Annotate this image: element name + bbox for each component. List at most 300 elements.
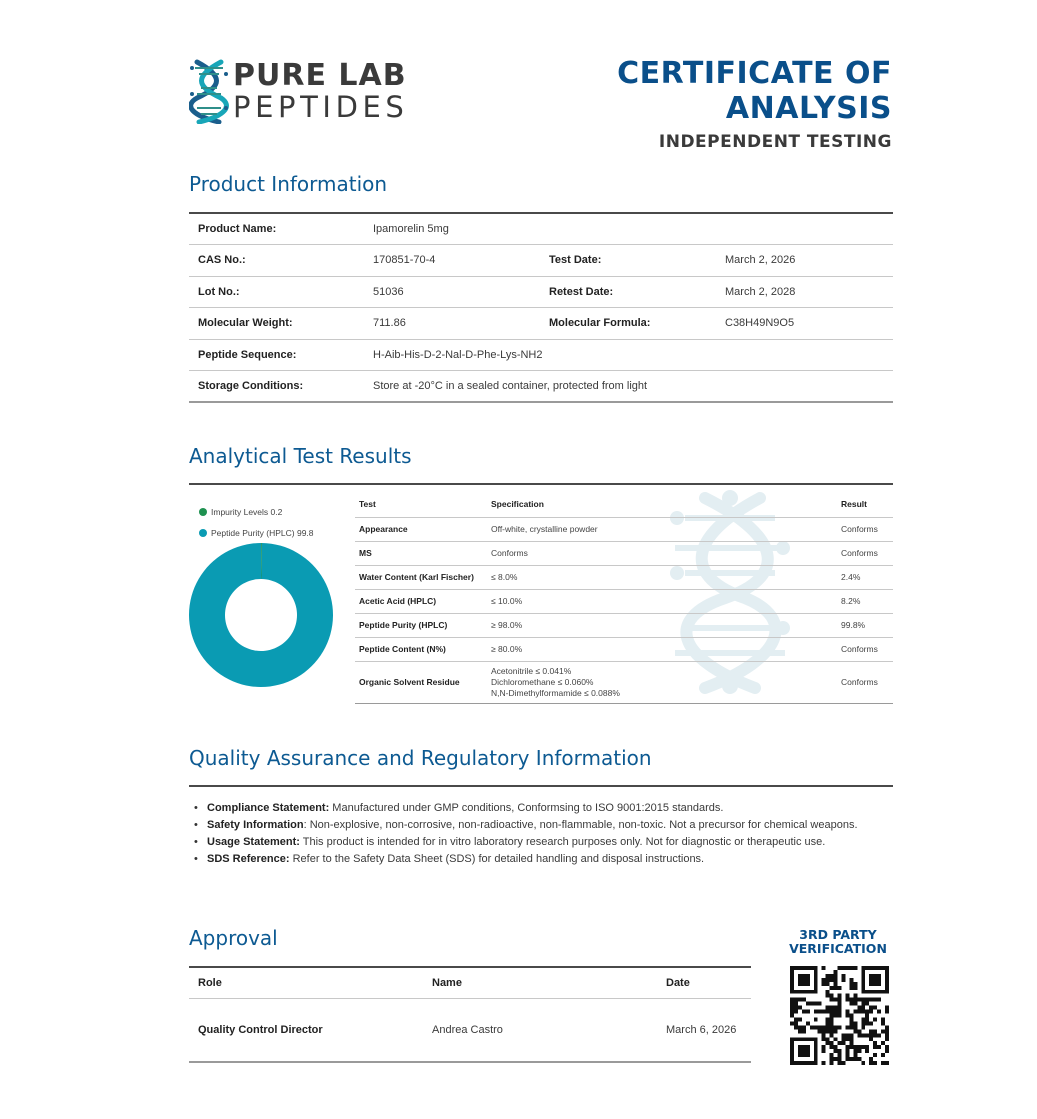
test-name: Appearance <box>355 517 487 541</box>
qr-module <box>822 1029 826 1033</box>
test-date-value: March 2, 2026 <box>716 245 893 277</box>
qr-module <box>830 1006 834 1010</box>
qr-module <box>834 1010 838 1014</box>
qr-module <box>798 1006 802 1010</box>
qr-module <box>865 1017 869 1021</box>
qr-module <box>838 1002 842 1006</box>
qr-module <box>834 978 838 982</box>
qr-module <box>826 1017 830 1021</box>
qr-finder-pattern <box>798 974 810 986</box>
approval-heading: Approval <box>189 926 278 950</box>
qr-module <box>838 1053 842 1057</box>
qr-module <box>873 1045 877 1049</box>
legend-item-impurity <box>199 501 314 522</box>
qr-module <box>841 1061 845 1065</box>
table-row <box>355 517 893 541</box>
qr-module <box>857 1006 861 1010</box>
qr-module <box>861 1006 865 1010</box>
product-info-heading: Product Information <box>189 172 388 196</box>
qr-module <box>885 1045 889 1049</box>
qr-module <box>818 1029 822 1033</box>
test-name: Acetic Acid (HPLC) <box>355 589 487 613</box>
qr-finder-pattern <box>798 1045 810 1057</box>
test-result: Conforms <box>837 661 893 703</box>
verification-label <box>776 928 900 956</box>
qr-module <box>834 1037 838 1041</box>
qr-module <box>818 1025 822 1029</box>
qr-module <box>849 1014 853 1018</box>
qr-module <box>830 1029 834 1033</box>
cas-label: CAS No.: <box>189 245 364 277</box>
qr-module <box>853 1029 857 1033</box>
list-item <box>207 834 907 851</box>
qr-module <box>857 1033 861 1037</box>
qr-module <box>802 1010 806 1014</box>
qr-module <box>853 998 857 1002</box>
qr-module <box>798 1025 802 1029</box>
molecular-formula-value: C38H49N9O5 <box>716 308 893 340</box>
qr-module <box>838 1061 842 1065</box>
qr-module <box>853 994 857 998</box>
qr-module <box>830 986 834 990</box>
dna-logo-icon <box>189 58 229 124</box>
test-result: Conforms <box>837 637 893 661</box>
approval-date: March 6, 2026 <box>666 1023 737 1036</box>
qr-module <box>849 1017 853 1021</box>
table-row <box>355 637 893 661</box>
qr-module <box>877 998 881 1002</box>
qr-module <box>794 1017 798 1021</box>
qr-module <box>845 966 849 970</box>
qr-module <box>869 998 873 1002</box>
qr-module <box>885 1033 889 1037</box>
retest-date-label: Retest Date: <box>540 276 716 308</box>
column-header-role: Role <box>189 967 423 998</box>
qr-module <box>830 1061 834 1065</box>
test-result: Conforms <box>837 517 893 541</box>
qr-module <box>857 1045 861 1049</box>
qr-module <box>881 1053 885 1057</box>
qr-module <box>853 986 857 990</box>
qr-module <box>830 1025 834 1029</box>
qr-module <box>877 1045 881 1049</box>
qr-module <box>865 1045 869 1049</box>
qr-module <box>790 998 794 1002</box>
qr-module <box>826 974 830 978</box>
analytical-results-table <box>355 491 893 704</box>
qr-module <box>873 1033 877 1037</box>
qr-module <box>885 1006 889 1010</box>
qr-module <box>841 1037 845 1041</box>
qr-module <box>861 1010 865 1014</box>
qr-module <box>849 978 853 982</box>
qr-module <box>865 1014 869 1018</box>
approver-name: Andrea Castro <box>432 1023 503 1036</box>
qr-module <box>830 998 834 1002</box>
qr-module <box>834 1014 838 1018</box>
approver-role: Quality Control Director <box>198 1023 323 1036</box>
qr-module <box>885 1029 889 1033</box>
test-result: 8.2% <box>837 589 893 613</box>
cert-subtitle: INDEPENDENT TESTING <box>658 132 892 152</box>
test-name: Peptide Purity (HPLC) <box>355 613 487 637</box>
qr-module <box>881 1017 885 1021</box>
qr-module <box>849 1057 853 1061</box>
qa-item-label: Compliance Statement: <box>207 802 330 814</box>
test-spec: ≤ 10.0% <box>487 589 837 613</box>
qr-module <box>849 966 853 970</box>
qr-module <box>834 998 838 1002</box>
qr-module <box>830 1057 834 1061</box>
qr-module <box>822 1045 826 1049</box>
qr-module <box>822 1010 826 1014</box>
qr-module <box>873 998 877 1002</box>
donut-slice-peptide-purity-hplc <box>189 543 333 687</box>
qr-module <box>834 1057 838 1061</box>
qr-module <box>834 1049 838 1053</box>
qr-module <box>861 1061 865 1065</box>
column-header-name: Name <box>423 967 657 998</box>
qr-module <box>845 1014 849 1018</box>
qr-module <box>853 1049 857 1053</box>
qr-module <box>814 1025 818 1029</box>
column-header-specification: Specification <box>487 491 837 517</box>
table-row <box>189 213 893 245</box>
qr-module <box>877 1010 881 1014</box>
qr-module <box>826 1021 830 1025</box>
qr-module <box>853 1010 857 1014</box>
qr-module <box>790 1006 794 1010</box>
approval-table <box>189 966 751 1063</box>
qr-module <box>794 1002 798 1006</box>
qr-module <box>845 1057 849 1061</box>
column-header-date: Date <box>657 967 751 998</box>
qr-module <box>826 990 830 994</box>
cert-title-line2: ANALYSIS <box>725 91 892 126</box>
qr-module <box>838 1057 842 1061</box>
qr-module <box>853 1053 857 1057</box>
qr-module <box>818 1002 822 1006</box>
qr-module <box>822 1033 826 1037</box>
qr-module <box>790 1010 794 1014</box>
qr-module <box>826 982 830 986</box>
qr-module <box>806 1010 810 1014</box>
qr-module <box>865 1002 869 1006</box>
cert-title-line1: CERTIFICATE OF <box>617 56 892 91</box>
qr-module <box>834 970 838 974</box>
qr-module <box>830 1014 834 1018</box>
qr-module <box>853 1021 857 1025</box>
qr-module <box>830 1045 834 1049</box>
purity-donut-chart <box>189 543 333 687</box>
table-row <box>189 308 893 340</box>
test-spec <box>487 661 837 703</box>
qa-item-text: Refer to the Safety Data Sheet (SDS) for detailed handling and disposal instructions. <box>289 853 705 865</box>
peptide-sequence-label: Peptide Sequence: <box>189 339 364 371</box>
test-spec: Conforms <box>487 541 837 565</box>
qr-module <box>873 1029 877 1033</box>
section-divider <box>189 785 893 787</box>
qr-module <box>806 1021 810 1025</box>
qr-module <box>814 1010 818 1014</box>
qr-module <box>838 1014 842 1018</box>
qr-module <box>873 1017 877 1021</box>
product-info-table <box>189 212 893 403</box>
qr-module <box>849 1021 853 1025</box>
list-item <box>207 800 907 817</box>
product-name-value: Ipamorelin 5mg <box>364 213 893 245</box>
qr-module <box>853 1045 857 1049</box>
qr-module <box>838 986 842 990</box>
test-spec: ≤ 8.0% <box>487 565 837 589</box>
qr-module <box>794 998 798 1002</box>
qr-module <box>841 1033 845 1037</box>
table-header-row <box>189 967 751 998</box>
qa-item-text: : Non-explosive, non-corrosive, non-radioactive, non-flammable, non-toxic. Not a precursor for chemical weapons. <box>303 819 858 831</box>
qr-module <box>822 1037 826 1041</box>
qr-module <box>826 1010 830 1014</box>
qr-module <box>869 1029 873 1033</box>
test-name: MS <box>355 541 487 565</box>
qr-module <box>830 1041 834 1045</box>
qr-module <box>826 1029 830 1033</box>
test-name: Organic Solvent Residue <box>355 661 487 703</box>
legend-swatch-purity <box>199 529 207 537</box>
qr-module <box>885 1037 889 1041</box>
qr-module <box>869 1010 873 1014</box>
legend-label-impurity: Impurity Levels 0.2 <box>211 506 283 517</box>
qr-module <box>830 994 834 998</box>
cas-value: 170851-70-4 <box>364 245 540 277</box>
qr-module <box>849 1045 853 1049</box>
logo-wordmark-top: PURE LAB <box>233 57 407 93</box>
qr-module <box>853 1057 857 1061</box>
table-row <box>189 371 893 403</box>
list-item <box>207 851 907 868</box>
qr-module <box>873 1041 877 1045</box>
qa-item-label: Safety Information <box>207 819 304 831</box>
table-row <box>355 589 893 613</box>
qr-module <box>869 1037 873 1041</box>
qr-module <box>885 1049 889 1053</box>
qr-module <box>865 1010 869 1014</box>
qr-module <box>838 1010 842 1014</box>
qr-module <box>873 1006 877 1010</box>
qr-module <box>826 994 830 998</box>
qr-module <box>873 1053 877 1057</box>
test-result: 99.8% <box>837 613 893 637</box>
test-result: Conforms <box>837 541 893 565</box>
table-row <box>189 276 893 308</box>
qr-module <box>861 1002 865 1006</box>
legend-swatch-impurity <box>199 508 207 516</box>
qr-module <box>834 982 838 986</box>
test-date-label: Test Date: <box>540 245 716 277</box>
qr-module <box>861 1025 865 1029</box>
verification-line1: 3RD PARTY <box>799 927 877 942</box>
qr-module <box>834 1025 838 1029</box>
qr-module <box>834 1006 838 1010</box>
qr-module <box>830 1053 834 1057</box>
test-name: Water Content (Karl Fischer) <box>355 565 487 589</box>
qr-module <box>841 1041 845 1045</box>
qr-module <box>845 998 849 1002</box>
qr-module <box>841 966 845 970</box>
qr-module <box>802 998 806 1002</box>
list-item <box>207 817 877 834</box>
test-name: Peptide Content (N%) <box>355 637 487 661</box>
qr-module <box>881 1061 885 1065</box>
qr-module <box>794 1021 798 1025</box>
logo-wordmark-bottom: PEPTIDES <box>233 89 409 124</box>
qr-module <box>810 1002 814 1006</box>
lot-value: 51036 <box>364 276 540 308</box>
table-row <box>189 339 893 371</box>
qr-module <box>798 1029 802 1033</box>
certificate-title <box>617 56 892 152</box>
legend-label-purity: Peptide Purity (HPLC) 99.8 <box>211 527 314 538</box>
qr-module <box>869 1061 873 1065</box>
verification-line2: VERIFICATION <box>789 941 887 956</box>
qr-module <box>838 1025 842 1029</box>
solvent-spec-line: Dichloromethane ≤ 0.060% <box>491 676 594 687</box>
qr-module <box>838 1006 842 1010</box>
qr-module <box>865 1021 869 1025</box>
qr-module <box>822 1025 826 1029</box>
table-row <box>355 541 893 565</box>
test-spec: ≥ 80.0% <box>487 637 837 661</box>
qr-module <box>869 1057 873 1061</box>
column-header-test: Test <box>355 491 487 517</box>
qr-module <box>834 1029 838 1033</box>
qr-module <box>790 1021 794 1025</box>
qr-module <box>806 1002 810 1006</box>
qr-module <box>849 998 853 1002</box>
retest-date-value: March 2, 2028 <box>716 276 893 308</box>
qr-module <box>869 1021 873 1025</box>
qr-module <box>881 1041 885 1045</box>
qr-module <box>794 1006 798 1010</box>
qr-module <box>853 1025 857 1029</box>
qr-module <box>814 1002 818 1006</box>
qr-module <box>849 1041 853 1045</box>
qr-module <box>845 1045 849 1049</box>
qr-module <box>857 1029 861 1033</box>
solvent-spec-line: N,N-Dimethylformamide ≤ 0.088% <box>491 687 620 698</box>
qr-module <box>849 1037 853 1041</box>
qr-module <box>830 1017 834 1021</box>
legend-item-purity <box>199 522 314 543</box>
qa-item-label: Usage Statement: <box>207 836 300 848</box>
qr-module <box>826 1006 830 1010</box>
qr-module <box>885 1025 889 1029</box>
table-row <box>189 998 751 1062</box>
qr-module <box>857 998 861 1002</box>
qr-module <box>857 1057 861 1061</box>
qr-module <box>873 1061 877 1065</box>
qr-module <box>857 1049 861 1053</box>
qr-module <box>861 1021 865 1025</box>
qr-module <box>790 1014 794 1018</box>
lot-label: Lot No.: <box>189 276 364 308</box>
test-result: 2.4% <box>837 565 893 589</box>
qr-module <box>849 986 853 990</box>
peptide-sequence-value: H-Aib-His-D-2-Nal-D-Phe-Lys-NH2 <box>364 339 893 371</box>
qr-module <box>798 998 802 1002</box>
qa-item-label: SDS Reference: <box>207 853 290 865</box>
chart-legend <box>199 501 314 543</box>
section-divider <box>189 483 893 485</box>
molecular-weight-value: 711.86 <box>364 308 540 340</box>
qr-module <box>865 1033 869 1037</box>
qr-module <box>845 1049 849 1053</box>
qr-finder-pattern <box>869 974 881 986</box>
column-header-result: Result <box>837 491 893 517</box>
qr-module <box>869 1006 873 1010</box>
qr-module <box>834 974 838 978</box>
qr-module <box>885 1061 889 1065</box>
qr-module <box>853 966 857 970</box>
qr-module <box>830 1010 834 1014</box>
qr-module <box>838 994 842 998</box>
qr-code-icon[interactable] <box>790 966 889 1065</box>
qr-module <box>826 978 830 982</box>
table-row <box>189 245 893 277</box>
qr-module <box>845 1053 849 1057</box>
product-name-label: Product Name: <box>189 213 364 245</box>
qr-module <box>845 1033 849 1037</box>
qa-heading: Quality Assurance and Regulatory Information <box>189 746 652 770</box>
qr-module <box>802 1029 806 1033</box>
qr-module <box>834 986 838 990</box>
qr-module <box>794 1010 798 1014</box>
qr-module <box>838 1049 842 1053</box>
qr-module <box>830 1033 834 1037</box>
qr-module <box>861 1033 865 1037</box>
qr-module <box>865 998 869 1002</box>
qr-module <box>849 982 853 986</box>
qr-module <box>826 1037 830 1041</box>
qr-module <box>822 978 826 982</box>
qr-module <box>853 982 857 986</box>
qr-module <box>790 1002 794 1006</box>
qr-module <box>822 1061 826 1065</box>
qr-module <box>857 1010 861 1014</box>
qr-module <box>885 1010 889 1014</box>
qr-module <box>845 1025 849 1029</box>
qr-module <box>881 1029 885 1033</box>
qr-module <box>849 1025 853 1029</box>
qr-module <box>865 1049 869 1053</box>
qr-module <box>814 1017 818 1021</box>
test-spec: Off-white, crystalline powder <box>487 517 837 541</box>
qr-module <box>845 1037 849 1041</box>
qr-module <box>853 1002 857 1006</box>
qr-module <box>826 1041 830 1045</box>
qr-module <box>830 978 834 982</box>
qa-list <box>207 800 907 868</box>
qr-module <box>834 1045 838 1049</box>
qr-module <box>838 966 842 970</box>
test-spec: ≥ 98.0% <box>487 613 837 637</box>
analytical-heading: Analytical Test Results <box>189 444 412 468</box>
company-logo <box>189 58 408 124</box>
qr-module <box>794 1025 798 1029</box>
molecular-weight-label: Molecular Weight: <box>189 308 364 340</box>
qr-module <box>841 974 845 978</box>
qr-module <box>802 1025 806 1029</box>
qr-module <box>830 1021 834 1025</box>
